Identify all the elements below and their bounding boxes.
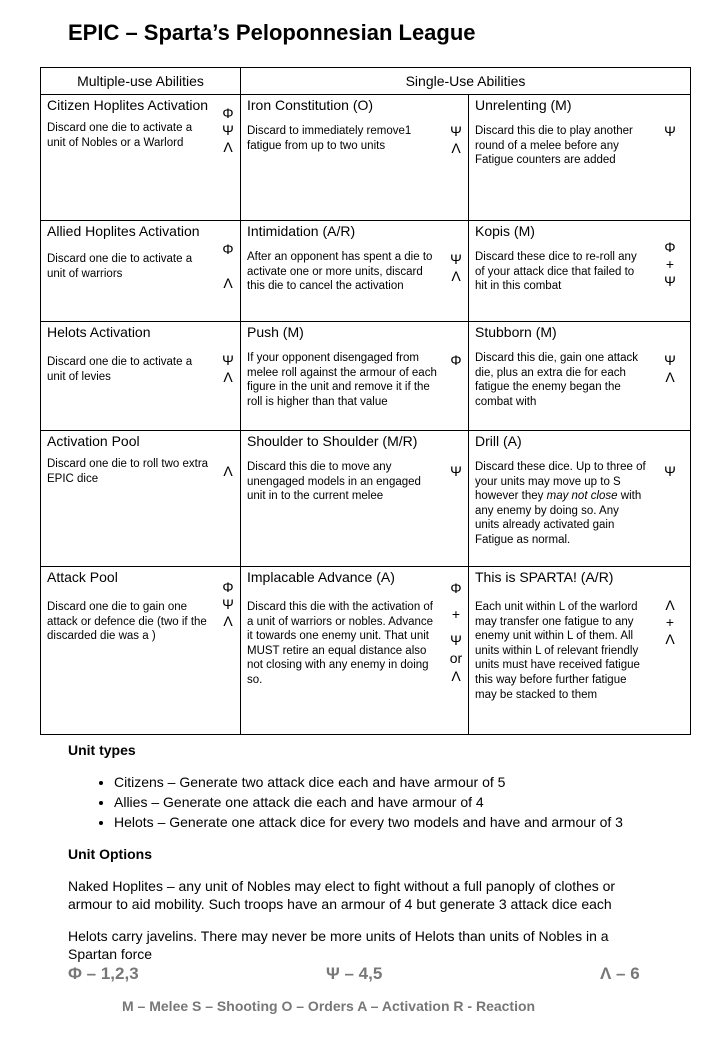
ability-name: Push (M) [247, 324, 304, 340]
ability-desc: Discard this die, gain one attack die, plus an extra die for each fatigue the enemy began the combat with [475, 352, 639, 408]
psi-symbol: Ψ [450, 123, 462, 139]
psi-symbol: Ψ [664, 352, 676, 368]
ability-desc: Discard one die to activate a unit of Nobles or a Warlord [47, 122, 193, 149]
ability-cell [469, 322, 691, 431]
ability-cell [41, 431, 241, 567]
table-row [41, 221, 691, 322]
ability-cell [469, 567, 691, 735]
ability-cell [241, 95, 469, 221]
ability-desc: Discard one die to activate a unit of levies [47, 356, 193, 383]
ability-cell [241, 322, 469, 431]
unit-options-paragraph: Helots carry javelins. There may never be more units of Helots than units of Nobles in a Spartan force [68, 928, 609, 962]
lambda-symbol: Λ [451, 140, 461, 156]
ability-cell [241, 221, 469, 322]
lambda-symbol: Λ [223, 275, 233, 291]
psi-symbol: Ψ [222, 122, 234, 138]
ability-desc: After an opponent has spent a die to activate one or more units, discard this die to cancel the activation [247, 251, 433, 293]
ability-cell [41, 221, 241, 322]
legend-lambda: Λ – 6 [600, 964, 640, 983]
ability-name: Attack Pool [47, 569, 118, 585]
lambda-symbol: Λ [451, 668, 461, 684]
ability-desc: Discard one die to activate a unit of warriors [47, 253, 193, 280]
phi-symbol: Φ [450, 352, 462, 368]
psi-symbol: Ψ [222, 352, 234, 368]
lambda-symbol: Λ [223, 139, 233, 155]
lambda-symbol: Λ [451, 268, 461, 284]
table-row [41, 431, 691, 567]
ability-name: Helots Activation [47, 324, 151, 340]
phi-symbol: Φ [450, 580, 462, 596]
ability-cell [469, 431, 691, 567]
ability-desc: Discard to immediately remove1 fatigue from up to two units [247, 125, 412, 152]
psi-symbol: Ψ [450, 463, 462, 479]
page-title: EPIC – Sparta’s Peloponnesian League [68, 20, 476, 45]
ability-name: Activation Pool [47, 433, 140, 449]
ability-cell [41, 95, 241, 221]
abilities-table [40, 67, 691, 735]
ability-name: Citizen Hoplites Activation [47, 97, 209, 113]
psi-symbol: Ψ [450, 632, 462, 648]
list-item: • Citizens – Generate two attack dice each and have armour of 5 [114, 772, 623, 792]
lambda-symbol: Λ [223, 613, 233, 629]
phi-symbol: Φ [222, 241, 234, 257]
legend-psi: Ψ – 4,5 [326, 964, 383, 983]
ability-cell [469, 95, 691, 221]
psi-symbol: Ψ [664, 463, 676, 479]
header-single-use: Single-Use Abilities [241, 68, 691, 95]
ability-cell [241, 431, 469, 567]
psi-symbol: Ψ [222, 596, 234, 612]
ability-desc: Discard these dice. Up to three of your units may move up to S however they may not close with any enemy by doing so. Any units already activated gain Fatigue as normal. [475, 461, 646, 546]
lambda-symbol: Λ [665, 369, 675, 385]
ability-cell [41, 567, 241, 735]
table-row [41, 322, 691, 431]
unit-types-heading: Unit types [68, 742, 136, 758]
list-item: • Helots – Generate one attack dice for every two models and have and armour of 3 [114, 812, 623, 832]
unit-types-list [90, 772, 623, 832]
ability-name: Drill (A) [475, 433, 522, 449]
phi-symbol: Φ [222, 579, 234, 595]
ability-name: Stubborn (M) [475, 324, 557, 340]
ability-name: Intimidation (A/R) [247, 223, 356, 239]
ability-name: Allied Hoplites Activation [47, 223, 200, 239]
ability-name: This is SPARTA! (A/R) [475, 569, 614, 585]
ability-desc: Discard this die to play another round of a melee before any Fatigue counters are added [475, 125, 633, 167]
abbreviation-key: M – Melee S – Shooting O – Orders A – Activation R - Reaction [122, 998, 536, 1014]
lambda-symbol: Λ [223, 369, 233, 385]
phi-symbol: Φ [664, 239, 676, 255]
phi-symbol: Φ [222, 105, 234, 121]
ability-cell [41, 322, 241, 431]
psi-symbol: Ψ [450, 251, 462, 267]
table-row [41, 95, 691, 221]
ability-name: Kopis (M) [475, 223, 535, 239]
psi-symbol: Ψ [664, 123, 676, 139]
unit-options-heading: Unit Options [68, 846, 152, 862]
psi-symbol: Ψ [664, 273, 676, 289]
ability-desc: Discard this die with the activation of a unit of warriors or nobles. Advance it towards one enemy unit. That unit MUST retire an equal distance also not closing with any enemy in doing so. [247, 601, 434, 686]
ability-name: Implacable Advance (A) [247, 569, 395, 585]
plus-symbol: + [665, 256, 675, 272]
lambda-symbol: Λ [665, 631, 675, 647]
ability-desc: Discard these dice to re-roll any of your attack dice that failed to hit in this combat [475, 251, 637, 293]
ability-desc: Discard one die to roll two extra EPIC dice [47, 458, 209, 485]
ability-desc: If your opponent disengaged from melee roll against the armour of each figure in the unit and remove it if the roll is higher than that value [247, 352, 437, 408]
ability-desc: Discard one die to gain one attack or defence die (two if the discarded die was a ) [47, 601, 207, 643]
legend-phi: Φ – 1,2,3 [68, 964, 139, 983]
lambda-symbol: Λ [665, 597, 675, 613]
list-item: • Allies – Generate one attack die each and have armour of 4 [114, 792, 623, 812]
ability-desc: Discard this die to move any unengaged models in an engaged unit in to the current melee [247, 461, 421, 503]
unit-options-paragraph: Naked Hoplites – any unit of Nobles may elect to fight without a full panoply of clothes or armour to aid mobility. Such troops have an armour of 4 but generate 3 attack dice each [68, 878, 616, 912]
ability-name: Iron Constitution (O) [247, 97, 374, 113]
plus-symbol: + [665, 614, 675, 630]
ability-name: Shoulder to Shoulder (M/R) [247, 433, 418, 449]
lambda-symbol: Λ [223, 463, 233, 479]
or-text: or [449, 650, 463, 666]
table-row [41, 567, 691, 735]
ability-cell [469, 221, 691, 322]
header-multiple-use: Multiple-use Abilities [41, 68, 241, 95]
ability-desc: Each unit within L of the warlord may transfer one fatigue to any enemy unit within L of them. All units within L of relevant friendly units must have received fatigue this way before further fatigue may be stacked to them [475, 601, 640, 701]
ability-name: Unrelenting (M) [475, 97, 572, 113]
plus-symbol: + [451, 606, 461, 622]
ability-cell [241, 567, 469, 735]
